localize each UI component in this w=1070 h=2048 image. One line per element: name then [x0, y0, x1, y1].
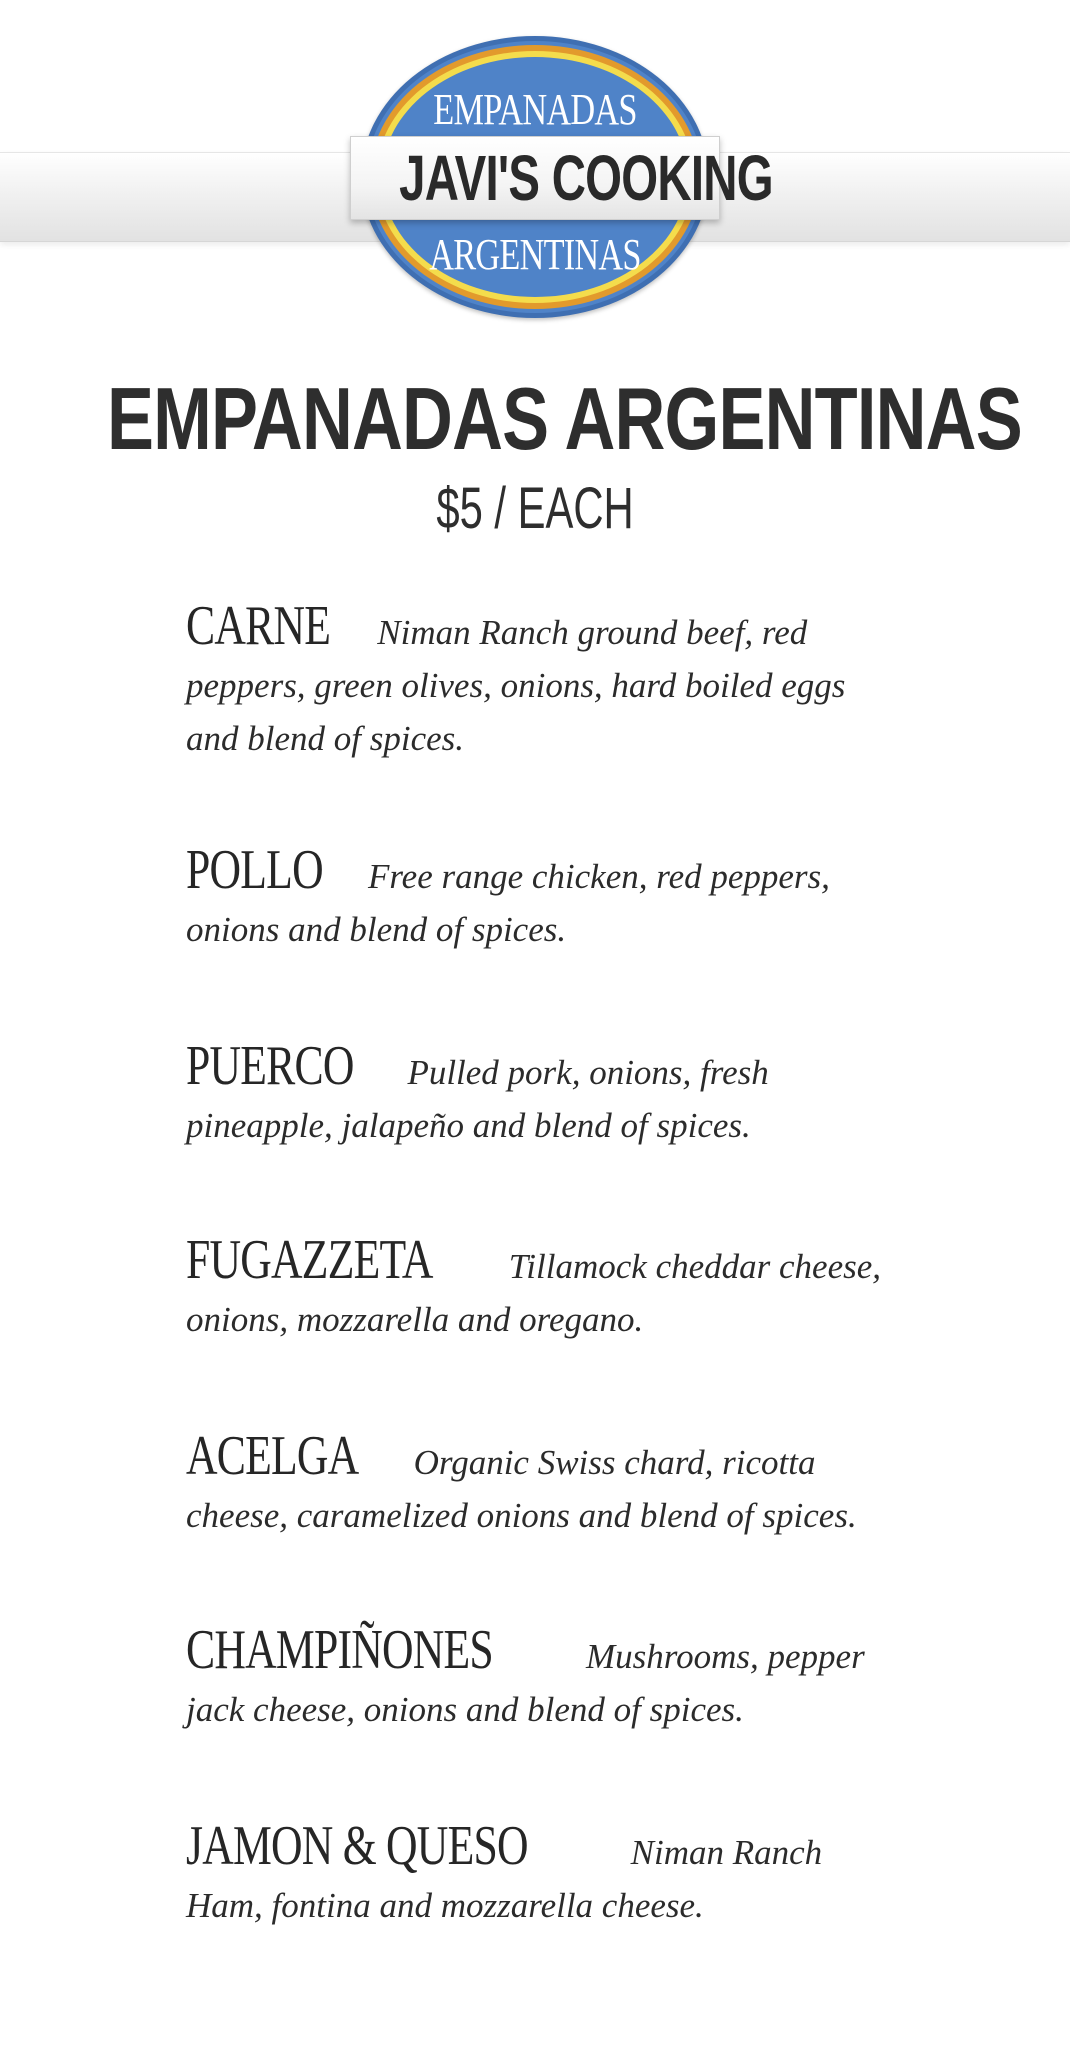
- item-description: Niman Ranch ground beef, red peppers, green olives, onions, hard boiled eggs and blend of spices.: [186, 613, 846, 758]
- item-name: PUERCO: [186, 1035, 354, 1097]
- menu-title: EMPANADAS ARGENTINAS: [107, 369, 1022, 468]
- item-name: JAMON & QUESO: [186, 1815, 528, 1877]
- menu-price: $5 / EACH: [436, 476, 634, 541]
- item-description: Niman Ranch Ham, fontina and mozzarella cheese.: [186, 1833, 823, 1925]
- menu-item-carne: [186, 595, 906, 766]
- item-description: Pulled pork, onions, fresh pineapple, jalapeño and blend of spices.: [186, 1053, 769, 1145]
- item-name: CARNE: [186, 595, 331, 657]
- menu-item-acelga: [186, 1425, 906, 1543]
- menu-item-pollo: [186, 839, 906, 957]
- menu-item-jamon-queso: [186, 1815, 906, 1933]
- menu-item-fugazzeta: [186, 1229, 906, 1347]
- item-description: Organic Swiss chard, ricotta cheese, caramelized onions and blend of spices.: [186, 1443, 857, 1535]
- item-description: Mushrooms, pepper jack cheese, onions and blend of spices.: [186, 1637, 865, 1729]
- item-name: CHAMPIÑONES: [186, 1619, 493, 1681]
- item-name: ACELGA: [186, 1425, 359, 1487]
- item-description: Free range chicken, red peppers, onions and blend of spices.: [186, 857, 830, 949]
- menu-item-puerco: [186, 1035, 906, 1153]
- brand-name: JAVI'S COOKING: [399, 142, 773, 214]
- item-name: POLLO: [186, 839, 323, 901]
- item-name: FUGAZZETA: [186, 1229, 433, 1291]
- menu-item-champinones: [186, 1619, 906, 1737]
- logo-bottom-text: ARGENTINAS: [429, 230, 641, 279]
- item-description: Tillamock cheddar cheese, onions, mozzarella and oregano.: [186, 1247, 882, 1339]
- logo-name-plate: [350, 136, 773, 220]
- logo-top-text: EMPANADAS: [433, 85, 637, 134]
